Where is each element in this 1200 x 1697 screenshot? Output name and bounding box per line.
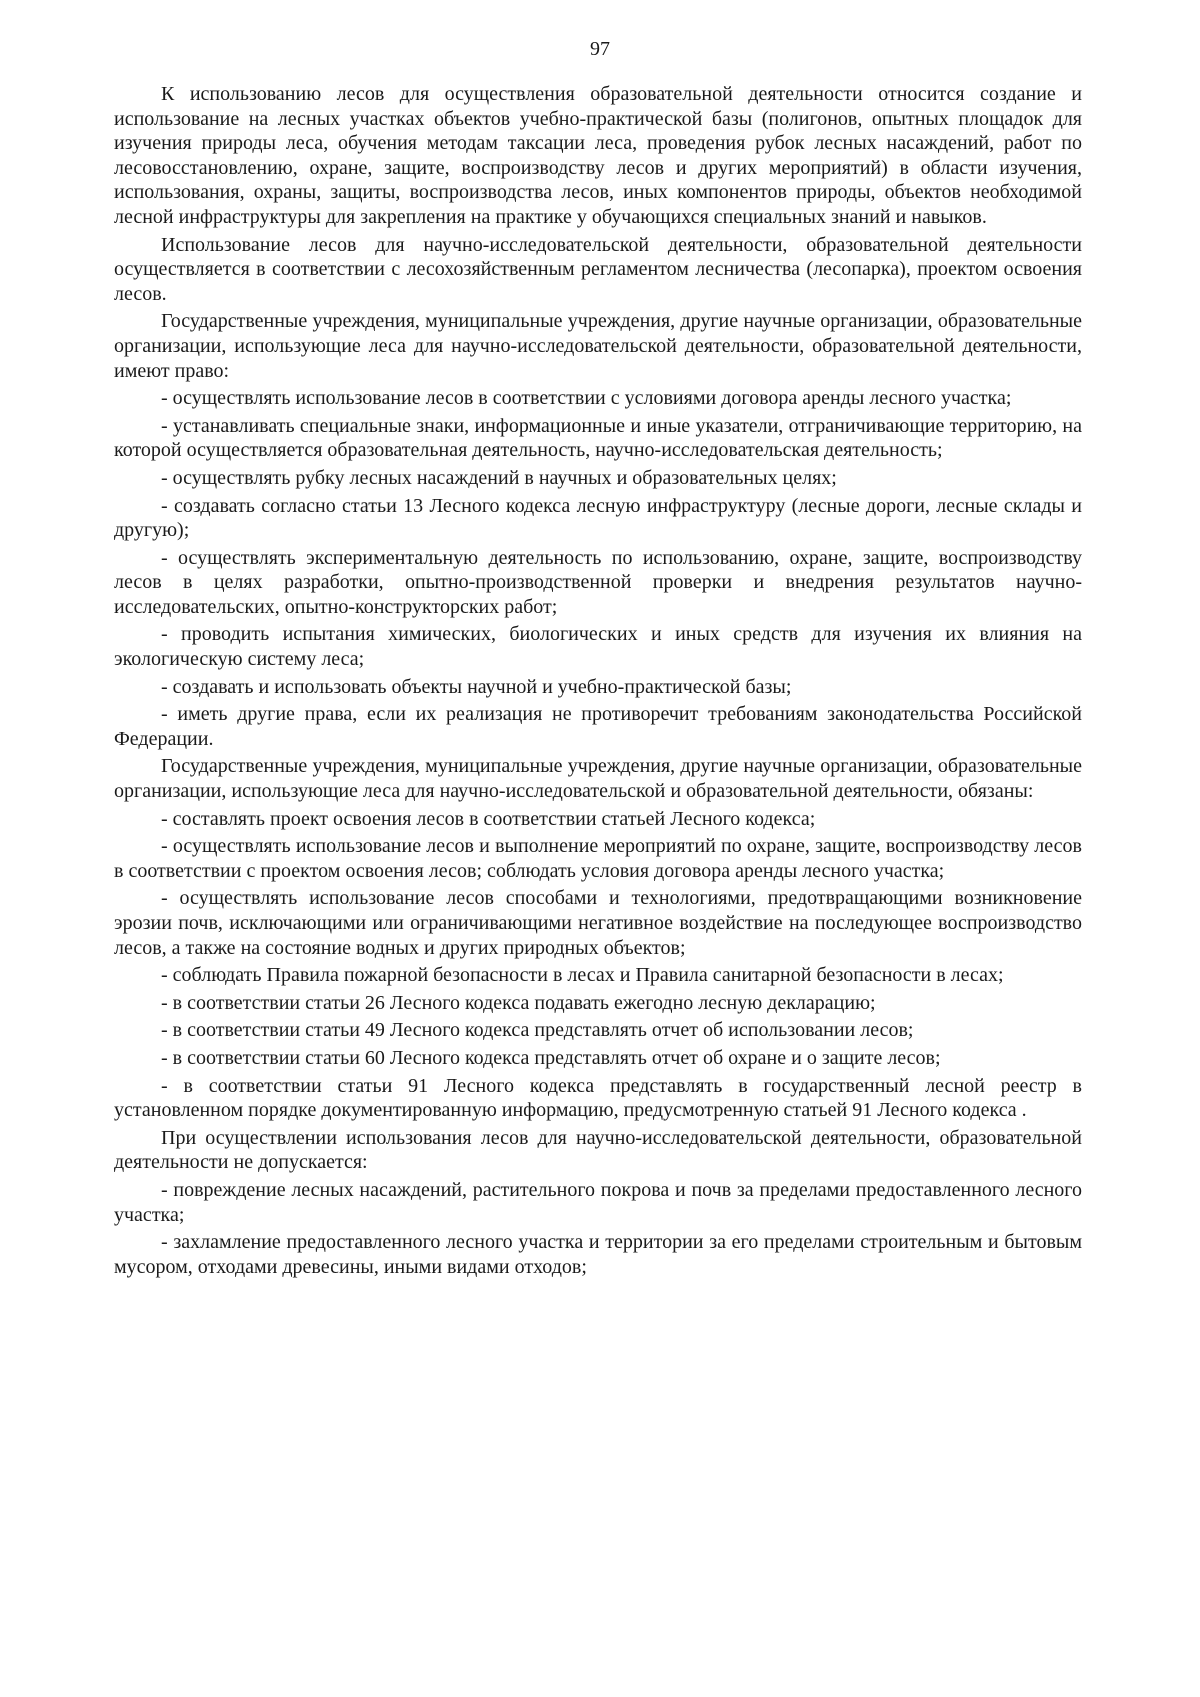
paragraph: - соблюдать Правила пожарной безопасности в лесах и Правила санитарной безопасности в лесах; [161,964,1004,987]
paragraph: - осуществлять использование лесов способами и технологиями, предотвращающими возникновение эрозии почв, исключающими или ограничивающими негативное воздействие на последующее воспроизводство лесов, а также на состояние водных и других природных объектов; [114,887,1082,959]
paragraph: - в соответствии статьи 60 Лесного кодекса представлять отчет об охране и о защите лесов; [161,1046,941,1069]
paragraph: Использование лесов для научно-исследовательской деятельности, образовательной деятельности осуществляется в соответствии с лесохозяйственным регламентом лесничества (лесопарка), проектом освоения лесов. [114,233,1082,305]
document-body [114,82,1082,1282]
paragraph: - устанавливать специальные знаки, информационные и иные указатели, отграничивающие территорию, на которой осуществляется образовательная деятельность, научно-исследовательская деятельность; [114,414,1082,462]
paragraph: При осуществлении использования лесов для научно-исследовательской деятельности, образовательной деятельности не допускается: [114,1126,1082,1174]
paragraph: - осуществлять экспериментальную деятельность по использованию, охране, защите, воспроизводству лесов в целях разработки, опытно-производственной проверки и внедрения результатов научно-исследовательских, опытно-конструкторских работ; [114,546,1082,618]
paragraph: - в соответствии статьи 26 Лесного кодекса подавать ежегодно лесную декларацию; [161,991,876,1014]
paragraph: - захламление предоставленного лесного участка и территории за его пределами строительным и бытовым мусором, отходами древесины, иными видами отходов; [114,1231,1082,1278]
paragraph: - повреждение лесных насаждений, растительного покрова и почв за пределами предоставленного лесного участка; [114,1178,1082,1226]
page-number: 97 [590,38,610,60]
paragraph: - осуществлять рубку лесных насаждений в научных и образовательных целях; [161,466,837,489]
paragraph: - в соответствии статьи 49 Лесного кодекса представлять отчет об использовании лесов; [161,1019,914,1042]
paragraph: - создавать согласно статьи 13 Лесного кодекса лесную инфраструктуру (лесные дороги, лесные склады и другую); [114,494,1082,542]
paragraph: - в соответствии статьи 91 Лесного кодекса представлять в государственный лесной реестр в установленном порядке документированную информацию, предусмотренную статьей 91 Лесного кодекса . [114,1074,1082,1122]
paragraph: - осуществлять использование лесов и выполнение мероприятий по охране, защите, воспроизводству лесов в соответствии с проектом освоения лесов; соблюдать условия договора аренды лесного участка; [114,835,1082,882]
paragraph: - осуществлять использование лесов в соответствии с условиями договора аренды лесного участка; [161,387,1012,410]
paragraph: - создавать и использовать объекты научной и учебно-практической базы; [161,675,792,698]
paragraph: Государственные учреждения, муниципальные учреждения, другие научные организации, образовательные организации, использующие леса для научно-исследовательской деятельности, образовательной деятельности, имеют право: [114,310,1082,382]
paragraph: - иметь другие права, если их реализация не противоречит требованиям законодательства Российской Федерации. [114,703,1082,750]
paragraph: К использованию лесов для осуществления образовательной деятельности относится создание и использование на лесных участках объектов учебно-практической базы (полигонов, опытных площадок для изучения природы леса, обучения методам таксации леса, проведения рубок лесных насаждений, работ по лесовосстановлению, охране, защите, воспроизводству лесов и других мероприятий) в области изучения, использования, охраны, защиты, воспроизводства лесов, иных компонентов природы, объектов необходимой лесной инфраструктуры для закрепления на практике у обучающихся специальных знаний и навыков. [114,83,1082,228]
paragraph: Государственные учреждения, муниципальные учреждения, другие научные организации, образовательные организации, использующие леса для научно-исследовательской и образовательной деятельности, обязаны: [114,755,1082,803]
paragraph: - проводить испытания химических, биологических и иных средств для изучения их влияния на экологическую систему леса; [114,623,1082,671]
paragraph: - составлять проект освоения лесов в соответствии статьей Лесного кодекса; [161,807,816,830]
